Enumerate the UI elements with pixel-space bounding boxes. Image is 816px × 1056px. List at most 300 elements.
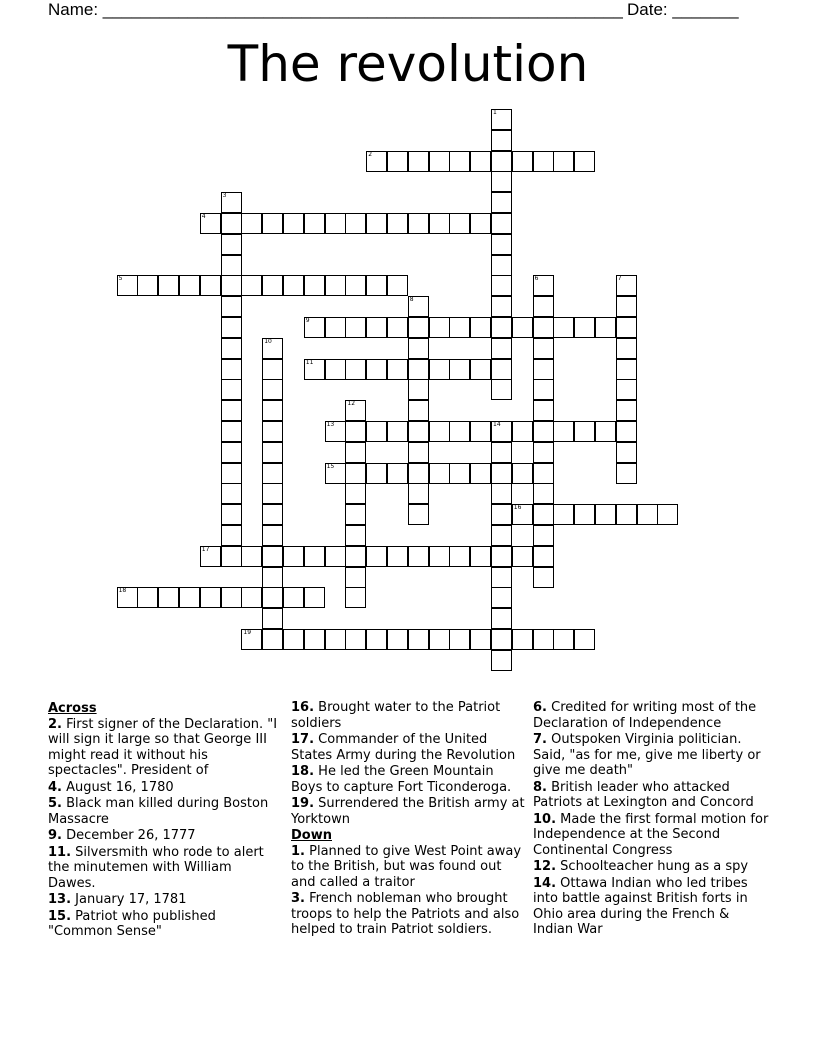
down-clue (533, 812, 769, 859)
grid-cell[interactable] (553, 504, 574, 525)
clue-number-label: 8 (409, 296, 414, 304)
grid-cell[interactable] (616, 504, 637, 525)
grid-cell[interactable] (221, 587, 242, 608)
grid-cell[interactable] (574, 629, 595, 650)
grid-cell[interactable] (241, 275, 262, 296)
grid-cell[interactable] (241, 629, 262, 650)
across-clue (48, 892, 280, 908)
grid-cell[interactable] (345, 567, 366, 588)
grid-cell[interactable] (574, 151, 595, 172)
clue-number: 14. (533, 875, 557, 891)
clue-number-label: 9 (305, 317, 310, 324)
grid-cell[interactable] (533, 338, 554, 359)
grid-cell[interactable] (325, 317, 346, 338)
grid-cell[interactable] (491, 130, 512, 151)
grid-cell[interactable] (429, 213, 450, 234)
grid-cell[interactable] (221, 213, 242, 234)
grid-cell[interactable] (491, 109, 512, 130)
grid-cell[interactable] (512, 463, 533, 484)
clue-text: Silversmith who rode to alert the minutemen with William Dawes. (48, 844, 264, 891)
grid-cell[interactable] (262, 629, 283, 650)
grid-cell[interactable] (491, 338, 512, 359)
grid-cell[interactable] (533, 546, 554, 567)
grid-cell[interactable] (449, 546, 470, 567)
down-clue (533, 700, 769, 731)
grid-cell[interactable] (262, 379, 283, 400)
grid-cell[interactable] (616, 421, 637, 442)
grid-cell[interactable] (595, 504, 616, 525)
clue-text: August 16, 1780 (66, 779, 174, 795)
grid-cell[interactable] (304, 359, 325, 380)
grid-cell[interactable] (491, 151, 512, 172)
grid-cell[interactable] (241, 587, 262, 608)
grid-cell[interactable] (491, 629, 512, 650)
grid-cell[interactable] (221, 234, 242, 255)
grid-cell[interactable] (262, 504, 283, 525)
grid-cell[interactable] (200, 275, 221, 296)
grid-cell[interactable] (533, 463, 554, 484)
grid-cell[interactable] (408, 629, 429, 650)
clue-number-label: 2 (368, 150, 373, 158)
grid-cell[interactable] (200, 546, 221, 567)
grid-cell[interactable] (512, 151, 533, 172)
grid-cell[interactable] (533, 421, 554, 442)
grid-cell[interactable] (616, 275, 637, 296)
grid-cell[interactable] (533, 629, 554, 650)
grid-cell[interactable] (491, 421, 512, 442)
grid-cell[interactable] (345, 483, 366, 504)
grid-cell[interactable] (408, 504, 429, 525)
grid-cell[interactable] (283, 213, 304, 234)
grid-cell[interactable] (241, 546, 262, 567)
grid-cell[interactable] (533, 483, 554, 504)
grid-cell[interactable] (221, 379, 242, 400)
grid-cell[interactable] (553, 421, 574, 442)
grid-cell[interactable] (366, 421, 387, 442)
grid-cell[interactable] (449, 421, 470, 442)
across-clue (291, 796, 527, 827)
grid-cell[interactable] (283, 587, 304, 608)
grid-cell[interactable] (574, 317, 595, 338)
grid-cell[interactable] (553, 151, 574, 172)
grid-cell[interactable] (408, 296, 429, 317)
grid-cell[interactable] (200, 213, 221, 234)
grid-cell[interactable] (262, 213, 283, 234)
grid-cell[interactable] (470, 546, 491, 567)
clue-text: Patriot who published "Common Sense" (48, 908, 216, 939)
grid-cell[interactable] (366, 629, 387, 650)
down-clue (533, 876, 769, 938)
grid-cell[interactable] (616, 338, 637, 359)
grid-cell[interactable] (325, 546, 346, 567)
grid-cell[interactable] (491, 608, 512, 629)
grid-cell[interactable] (366, 275, 387, 296)
clue-number: 5. (48, 796, 62, 811)
clue-number: 18. (291, 764, 315, 779)
grid-cell[interactable] (470, 317, 491, 338)
grid-cell[interactable] (366, 463, 387, 484)
grid-cell[interactable] (345, 629, 366, 650)
grid-cell[interactable] (491, 525, 512, 546)
clue-number: 1. (291, 843, 305, 859)
grid-cell[interactable] (221, 421, 242, 442)
grid-cell[interactable] (262, 587, 283, 608)
grid-cell[interactable] (491, 483, 512, 504)
grid-cell[interactable] (387, 629, 408, 650)
grid-cell[interactable] (533, 400, 554, 421)
grid-cell[interactable] (221, 359, 242, 380)
clue-column-3 (533, 700, 769, 939)
grid-cell[interactable] (345, 213, 366, 234)
grid-cell[interactable] (262, 525, 283, 546)
grid-cell[interactable] (533, 442, 554, 463)
grid-cell[interactable] (345, 421, 366, 442)
clue-text: Credited for writing most of the Declaration of Independence (533, 700, 757, 731)
grid-cell[interactable] (491, 317, 512, 338)
grid-cell[interactable] (345, 359, 366, 380)
clue-number-label: 3 (222, 192, 227, 200)
clue-number-label: 5 (118, 275, 123, 283)
clue-number-label: 7 (617, 275, 622, 283)
clue-number-label: 12 (347, 400, 356, 408)
grid-cell[interactable] (387, 359, 408, 380)
grid-cell[interactable] (345, 463, 366, 484)
grid-cell[interactable] (366, 151, 387, 172)
clue-text: British leader who attacked Patriots at Lexington and Concord (533, 779, 754, 810)
grid-cell[interactable] (574, 421, 595, 442)
grid-cell[interactable] (491, 213, 512, 234)
grid-cell[interactable] (429, 629, 450, 650)
grid-cell[interactable] (449, 317, 470, 338)
grid-cell[interactable] (533, 379, 554, 400)
grid-cell[interactable] (470, 213, 491, 234)
grid-cell[interactable] (429, 421, 450, 442)
grid-cell[interactable] (408, 151, 429, 172)
grid-cell[interactable] (325, 275, 346, 296)
grid-cell[interactable] (221, 504, 242, 525)
grid-cell[interactable] (470, 463, 491, 484)
grid-cell[interactable] (449, 463, 470, 484)
grid-cell[interactable] (429, 546, 450, 567)
across-clue (291, 700, 527, 731)
clue-text: French nobleman who brought troops to help the Patriots and also helped to train Patriot soldiers. (291, 891, 520, 937)
grid-cell[interactable] (512, 317, 533, 338)
grid-cell[interactable] (616, 317, 637, 338)
clue-number: 19. (291, 796, 315, 811)
grid-cell[interactable] (533, 525, 554, 546)
grid-cell[interactable] (491, 567, 512, 588)
grid-cell[interactable] (470, 629, 491, 650)
clue-text: Made the first formal motion for Independence at the Second Continental Congress (533, 811, 769, 858)
grid-cell[interactable] (512, 421, 533, 442)
clue-number: 11. (48, 844, 72, 860)
grid-cell[interactable] (262, 338, 283, 359)
grid-cell[interactable] (491, 234, 512, 255)
grid-cell[interactable] (408, 379, 429, 400)
grid-cell[interactable] (262, 400, 283, 421)
clue-number-label: 4 (201, 213, 206, 220)
grid-cell[interactable] (387, 421, 408, 442)
grid-cell[interactable] (595, 317, 616, 338)
grid-cell[interactable] (345, 317, 366, 338)
page-title: The revolution (227, 35, 589, 93)
grid-cell[interactable] (262, 567, 283, 588)
grid-cell[interactable] (657, 504, 678, 525)
grid-cell[interactable] (491, 650, 512, 671)
grid-cell[interactable] (345, 275, 366, 296)
grid-cell[interactable] (117, 275, 138, 296)
grid-cell[interactable] (387, 317, 408, 338)
grid-cell[interactable] (491, 504, 512, 525)
grid-cell[interactable] (366, 359, 387, 380)
grid-cell[interactable] (262, 608, 283, 629)
grid-cell[interactable] (616, 463, 637, 484)
grid-cell[interactable] (221, 296, 242, 317)
clue-number: 6. (533, 700, 547, 715)
clue-number-label: 18 (118, 587, 127, 595)
grid-cell[interactable] (283, 629, 304, 650)
across-clue (48, 845, 280, 892)
grid-cell[interactable] (262, 421, 283, 442)
grid-cell[interactable] (262, 546, 283, 567)
grid-cell[interactable] (595, 421, 616, 442)
clue-number-label: 19 (243, 629, 252, 636)
grid-cell[interactable] (449, 359, 470, 380)
grid-cell[interactable] (345, 400, 366, 421)
grid-cell[interactable] (533, 567, 554, 588)
grid-cell[interactable] (179, 275, 200, 296)
grid-cell[interactable] (283, 275, 304, 296)
clue-number: 9. (48, 828, 62, 843)
grid-cell[interactable] (221, 463, 242, 484)
grid-cell[interactable] (491, 587, 512, 608)
clue-number-label: 11 (305, 358, 314, 366)
grid-cell[interactable] (262, 442, 283, 463)
grid-cell[interactable] (574, 504, 595, 525)
grid-cell[interactable] (408, 213, 429, 234)
grid-cell[interactable] (491, 275, 512, 296)
grid-cell[interactable] (345, 442, 366, 463)
grid-cell[interactable] (304, 213, 325, 234)
down-clue (291, 891, 527, 938)
grid-cell[interactable] (283, 546, 304, 567)
grid-cell[interactable] (387, 546, 408, 567)
grid-cell[interactable] (616, 379, 637, 400)
grid-cell[interactable] (491, 171, 512, 192)
clue-number-label: 14 (493, 421, 501, 428)
grid-cell[interactable] (387, 275, 408, 296)
grid-cell[interactable] (262, 359, 283, 380)
down-clue (533, 732, 769, 779)
grid-cell[interactable] (304, 629, 325, 650)
clue-text: January 17, 1781 (75, 892, 187, 907)
grid-cell[interactable] (304, 587, 325, 608)
grid-cell[interactable] (325, 463, 346, 484)
clue-number-label: 17 (201, 545, 210, 553)
grid-cell[interactable] (179, 587, 200, 608)
grid-cell[interactable] (408, 483, 429, 504)
grid-cell[interactable] (262, 275, 283, 296)
date-field[interactable]: Date: _______ (627, 0, 739, 19)
clue-number: 7. (533, 732, 547, 747)
clue-text: December 26, 1777 (66, 828, 196, 843)
grid-cell[interactable] (408, 338, 429, 359)
grid-cell[interactable] (637, 504, 658, 525)
grid-cell[interactable] (387, 463, 408, 484)
grid-cell[interactable] (470, 359, 491, 380)
grid-cell[interactable] (158, 587, 179, 608)
grid-cell[interactable] (366, 317, 387, 338)
grid-cell[interactable] (408, 546, 429, 567)
grid-cell[interactable] (221, 400, 242, 421)
grid-cell[interactable] (616, 442, 637, 463)
grid-cell[interactable] (200, 587, 221, 608)
grid-cell[interactable] (137, 275, 158, 296)
grid-cell[interactable] (366, 546, 387, 567)
grid-cell[interactable] (553, 629, 574, 650)
grid-cell[interactable] (491, 255, 512, 276)
grid-cell[interactable] (221, 442, 242, 463)
clue-number-label: 10 (264, 337, 272, 345)
clue-number-label: 16 (513, 504, 522, 512)
grid-cell[interactable] (491, 359, 512, 380)
clue-number-label: 15 (326, 462, 335, 470)
grid-cell[interactable] (512, 629, 533, 650)
grid-cell[interactable] (533, 317, 554, 338)
clue-text: Planned to give West Point away to the British, but was found out and called a traitor (291, 843, 522, 890)
grid-cell[interactable] (221, 255, 242, 276)
grid-cell[interactable] (616, 400, 637, 421)
grid-cell[interactable] (304, 317, 325, 338)
down-clue (291, 844, 527, 891)
grid-cell[interactable] (262, 483, 283, 504)
clue-text: First signer of the Declaration. "I will sign it large so that George III might read it without his spectacles". President of (48, 716, 278, 778)
clue-number: 13. (48, 892, 72, 907)
clue-number: 3. (291, 891, 305, 906)
grid-cell[interactable] (408, 359, 429, 380)
grid-cell[interactable] (221, 546, 242, 567)
grid-cell[interactable] (221, 338, 242, 359)
clue-number: 16. (291, 700, 315, 715)
grid-cell[interactable] (345, 525, 366, 546)
across-clue (48, 717, 280, 779)
grid-cell[interactable] (533, 296, 554, 317)
grid-cell[interactable] (241, 213, 262, 234)
grid-cell[interactable] (221, 317, 242, 338)
grid-cell[interactable] (512, 546, 533, 567)
clue-number: 15. (48, 908, 72, 924)
grid-cell[interactable] (304, 275, 325, 296)
grid-cell[interactable] (387, 151, 408, 172)
grid-cell[interactable] (429, 359, 450, 380)
clue-number: 4. (48, 779, 62, 795)
grid-cell[interactable] (325, 213, 346, 234)
across-clue (48, 796, 280, 827)
clue-number: 8. (533, 779, 547, 795)
grid-cell[interactable] (158, 275, 179, 296)
grid-cell[interactable] (512, 504, 533, 525)
grid-cell[interactable] (533, 359, 554, 380)
clue-column-2 (291, 700, 527, 939)
grid-cell[interactable] (408, 463, 429, 484)
grid-cell[interactable] (616, 359, 637, 380)
grid-cell[interactable] (325, 359, 346, 380)
clue-number-label: 13 (326, 421, 335, 428)
grid-cell[interactable] (491, 296, 512, 317)
clue-text: He led the Green Mountain Boys to capture Fort Ticonderoga. (291, 764, 512, 795)
grid-cell[interactable] (408, 442, 429, 463)
grid-cell[interactable] (221, 483, 242, 504)
clue-text: Ottawa Indian who led tribes into battle against British forts in Ohio area during the French & Indian War (533, 875, 748, 937)
grid-cell[interactable] (408, 317, 429, 338)
grid-cell[interactable] (491, 463, 512, 484)
across-heading: Across (48, 701, 97, 716)
grid-cell[interactable] (366, 213, 387, 234)
grid-cell[interactable] (491, 379, 512, 400)
grid-cell[interactable] (491, 546, 512, 567)
clue-column-1 (48, 700, 280, 941)
grid-cell[interactable] (429, 463, 450, 484)
grid-cell[interactable] (470, 151, 491, 172)
clue-number: 17. (291, 732, 315, 747)
clue-text: Surrendered the British army at Yorktown (291, 796, 525, 827)
clue-text: Brought water to the Patriot soldiers (291, 700, 501, 731)
grid-cell[interactable] (117, 587, 138, 608)
grid-cell[interactable] (221, 525, 242, 546)
grid-cell[interactable] (470, 421, 491, 442)
grid-cell[interactable] (533, 151, 554, 172)
grid-cell[interactable] (408, 400, 429, 421)
across-clue (48, 780, 280, 796)
grid-cell[interactable] (325, 629, 346, 650)
grid-cell[interactable] (387, 213, 408, 234)
clue-number-label: 1 (493, 109, 497, 116)
grid-cell[interactable] (449, 213, 470, 234)
down-clue (533, 780, 769, 811)
grid-cell[interactable] (408, 421, 429, 442)
grid-cell[interactable] (304, 546, 325, 567)
down-clue (533, 859, 769, 875)
grid-cell[interactable] (137, 587, 158, 608)
grid-cell[interactable] (491, 442, 512, 463)
across-clue (291, 732, 527, 763)
clue-number: 10. (533, 811, 557, 827)
clue-number-label: 6 (534, 275, 539, 283)
across-clue (48, 828, 280, 844)
across-clue (48, 909, 280, 940)
grid-cell[interactable] (429, 317, 450, 338)
grid-cell[interactable] (262, 463, 283, 484)
clue-text: Commander of the United States Army during the Revolution (291, 732, 516, 763)
grid-cell[interactable] (449, 151, 470, 172)
name-field[interactable]: Name: _______________________________________________________ (48, 0, 623, 19)
grid-cell[interactable] (533, 504, 554, 525)
across-clue (291, 764, 527, 795)
grid-cell[interactable] (345, 587, 366, 608)
grid-cell[interactable] (221, 275, 242, 296)
grid-cell[interactable] (345, 504, 366, 525)
grid-cell[interactable] (325, 421, 346, 442)
grid-cell[interactable] (491, 192, 512, 213)
grid-cell[interactable] (221, 192, 242, 213)
grid-cell[interactable] (616, 296, 637, 317)
grid-cell[interactable] (533, 275, 554, 296)
grid-cell[interactable] (429, 151, 450, 172)
grid-cell[interactable] (449, 629, 470, 650)
clue-text: Outspoken Virginia politician. Said, "as for me, give me liberty or give me death" (533, 732, 761, 778)
grid-cell[interactable] (553, 317, 574, 338)
grid-cell[interactable] (345, 546, 366, 567)
